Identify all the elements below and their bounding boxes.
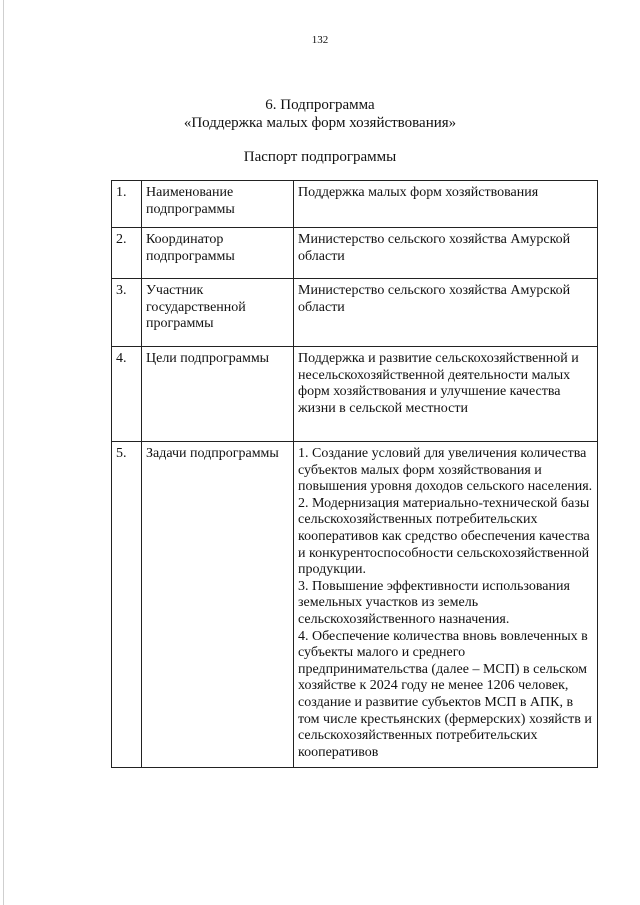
row-number: 2. (112, 228, 142, 279)
row-value-tasks (294, 442, 598, 768)
table-row (112, 279, 598, 347)
row-number: 4. (112, 347, 142, 442)
row-number: 1. (112, 181, 142, 228)
section-heading: 6. Подпрограмма (265, 97, 375, 113)
row-name: Цели подпрограммы (142, 347, 294, 442)
table-row (112, 181, 598, 228)
scan-edge-line (3, 0, 4, 905)
passport-title: Паспорт подпрограммы (243, 149, 397, 165)
table-row (112, 228, 598, 279)
task-item: 4. Обеспечение количества вновь вовлеченных в субъекты малого и среднего предпринимательства (далее – МСП) в сельском хозяйстве к 2024 году не менее 1206 человек, создание и развитие субъектов МСП в АПК, в том числе крестьянских (фермерских) хозяйств и сельскохозяйственных потребительских кооперативов (298, 628, 592, 760)
row-number: 3. (112, 279, 142, 347)
row-name: Задачи подпрограммы (142, 442, 294, 768)
page-number: 132 (311, 34, 329, 46)
row-name: Координатор подпрограммы (142, 228, 294, 279)
row-value: Министерство сельского хозяйства Амурской области (294, 228, 598, 279)
row-value: Поддержка и развитие сельскохозяйственной и несельскохозяйственной деятельности малых форм хозяйствования и улучшение качества жизни в сельской местности (294, 347, 598, 442)
row-value: Поддержка малых форм хозяйствования (294, 181, 598, 228)
section-title (0, 96, 640, 132)
section-subheading: «Поддержка малых форм хозяйствования» (183, 115, 457, 131)
row-name: Участник государственной программы (142, 279, 294, 347)
table-row (112, 347, 598, 442)
row-name: Наименование подпрограммы (142, 181, 294, 228)
table-row (112, 442, 598, 768)
row-number: 5. (112, 442, 142, 768)
task-item: 1. Создание условий для увеличения количества субъектов малых форм хозяйствования и повышения уровня доходов сельского населения. (298, 446, 593, 495)
task-item: 3. Повышение эффективности использования земельных участков из земель сельскохозяйственного назначения. (298, 578, 570, 627)
passport-table (111, 180, 598, 768)
task-item: 2. Модернизация материально-технической базы сельскохозяйственных потребительских кооперативов как средство обеспечения качества и конкурентоспособности сельскохозяйственной продукции. (298, 495, 590, 578)
row-value: Министерство сельского хозяйства Амурской области (294, 279, 598, 347)
